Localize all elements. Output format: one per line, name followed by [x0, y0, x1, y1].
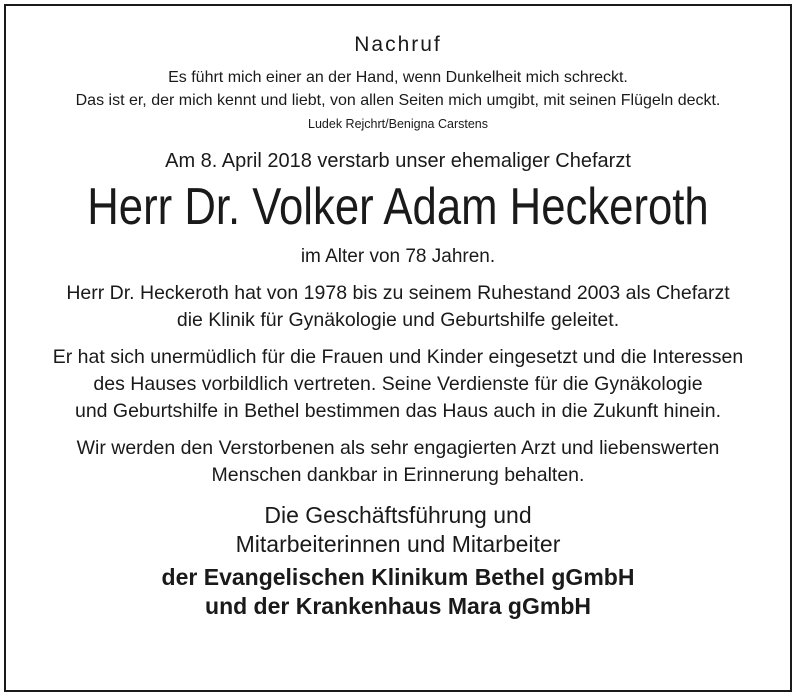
signature-line: Mitarbeiterinnen und Mitarbeiter	[235, 531, 561, 557]
tribute-paragraph	[6, 280, 790, 334]
signature-block	[6, 501, 790, 559]
organization-name: der Evangelischen Klinikum Bethel gGmbH	[161, 564, 635, 590]
poem-quote	[6, 66, 790, 112]
deceased-name: Herr Dr. Volker Adam Heckeroth	[87, 178, 709, 236]
paragraph-line: die Klinik für Gynäkologie und Geburtshilfe geleitet.	[176, 309, 620, 331]
organization-block	[6, 563, 790, 621]
organization-name: und der Krankenhaus Mara gGmbH	[205, 593, 591, 619]
poem-author: Ludek Rejchrt/Benigna Carstens	[308, 117, 488, 131]
paragraph-line: Herr Dr. Heckeroth hat von 1978 bis zu seinem Ruhestand 2003 als Chefarzt	[66, 282, 730, 304]
poem-line: Es führt mich einer an der Hand, wenn Dunkelheit mich schreckt.	[168, 69, 628, 86]
deceased-age: im Alter von 78 Jahren.	[300, 246, 496, 267]
death-announcement: Am 8. April 2018 verstarb unser ehemaliger Chefarzt	[165, 150, 631, 172]
paragraph-line: Menschen dankbar in Erinnerung behalten.	[211, 464, 585, 486]
signature-line: Die Geschäftsführung und	[264, 502, 532, 528]
notice-heading: Nachruf	[354, 33, 442, 56]
tribute-paragraph	[6, 344, 790, 425]
paragraph-line: Wir werden den Verstorbenen als sehr engagierten Arzt und liebenswerten	[76, 437, 720, 459]
paragraph-line: und Geburtshilfe in Bethel bestimmen das Haus auch in die Zukunft hinein.	[74, 400, 722, 422]
paragraph-line: Er hat sich unermüdlich für die Frauen und Kinder eingesetzt und die Interessen	[52, 346, 744, 368]
obituary-notice	[6, 6, 790, 621]
poem-line: Das ist er, der mich kennt und liebt, von allen Seiten mich umgibt, mit seinen Flügeln deckt.	[75, 92, 721, 109]
tribute-paragraph	[6, 435, 790, 489]
paragraph-line: des Hauses vorbildlich vertreten. Seine Verdienste für die Gynäkologie	[93, 373, 703, 395]
